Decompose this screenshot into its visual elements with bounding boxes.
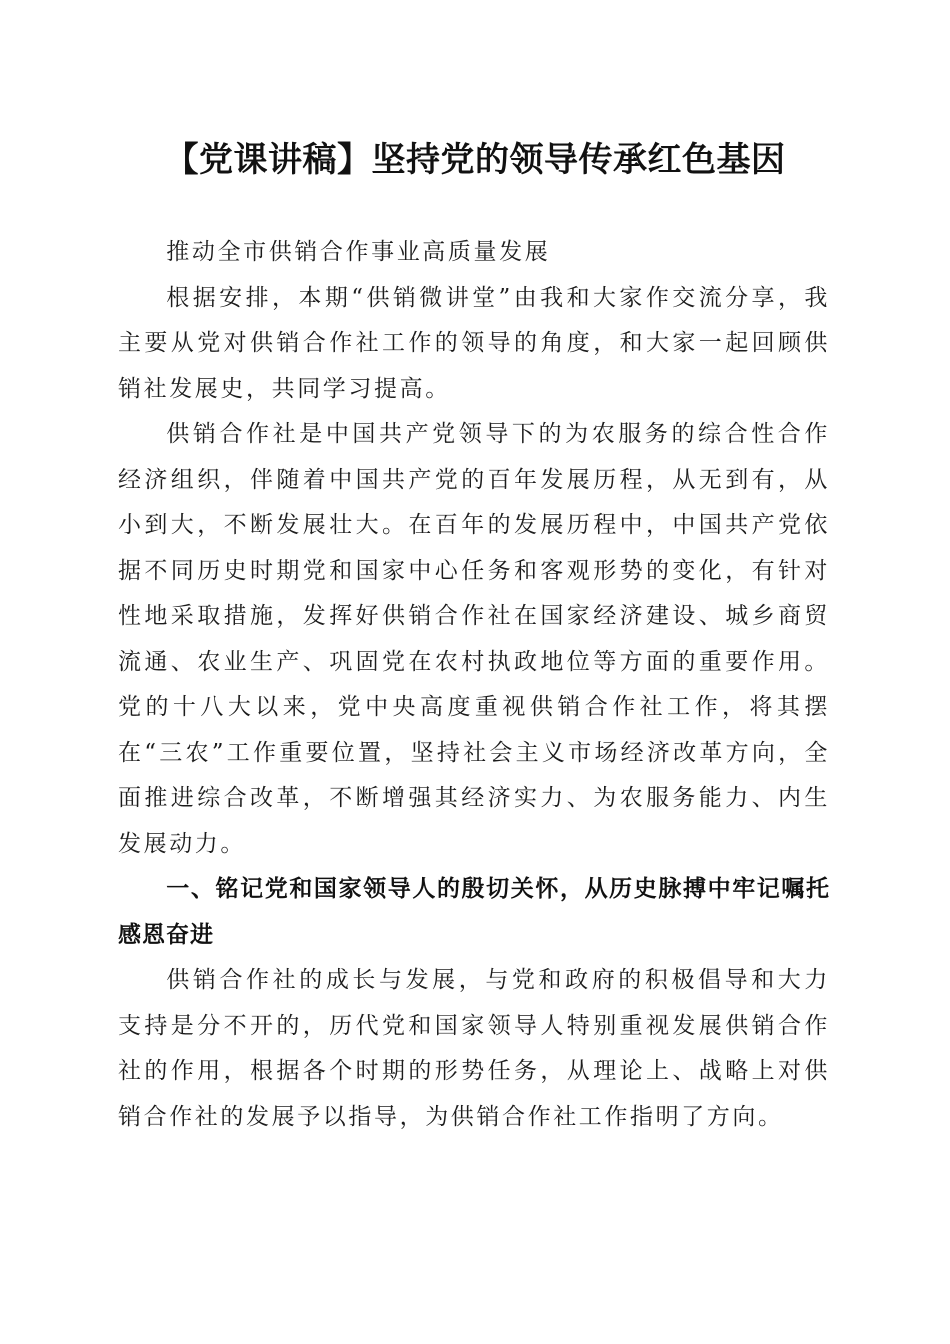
document-title: 【党课讲稿】坚持党的领导传承红色基因 — [164, 140, 786, 180]
section-heading-1: 一、铭记党和国家领导人的殷切关怀，从历史脉搏中牢记嘱托感恩奋进 — [118, 876, 830, 948]
intro-paragraph: 根据安排，本期“供销微讲堂”由我和大家作交流分享，我主要从党对供销合作社工作的领导的角度，和大家一起回顾供销社发展史，共同学习提高。 — [118, 284, 830, 402]
background-paragraph: 供销合作社是中国共产党领导下的为农服务的综合性合作经济组织，伴随着中国共产党的百年发展历程，从无到有，从小到大，不断发展壮大。在百年的发展历程中，中国共产党依据不同历史时期党和国家中心任务和客观形势的变化，有针对性地采取措施，发挥好供销合作社在国家经济建设、城乡商贸流通、农业生产、巩固党在农村执政地位等方面的重要作用。党的十八大以来，党中央高度重视供销合作社工作，将其摆在“三农”工作重要位置，坚持社会主义市场经济改革方向，全面推进综合改革，不断增强其经济实力、为农服务能力、内生发展动力。 — [118, 421, 830, 857]
section-1-paragraph: 供销合作社的成长与发展，与党和政府的积极倡导和大力支持是分不开的，历代党和国家领导人特别重视发展供销合作社的作用，根据各个时期的形势任务，从理论上、战略上对供销合作社的发展予以指导，为供销合作社工作指明了方向。 — [118, 967, 830, 1130]
subtitle-paragraph: 推动全市供销合作事业高质量发展 — [166, 239, 551, 265]
document-body — [118, 230, 830, 1140]
